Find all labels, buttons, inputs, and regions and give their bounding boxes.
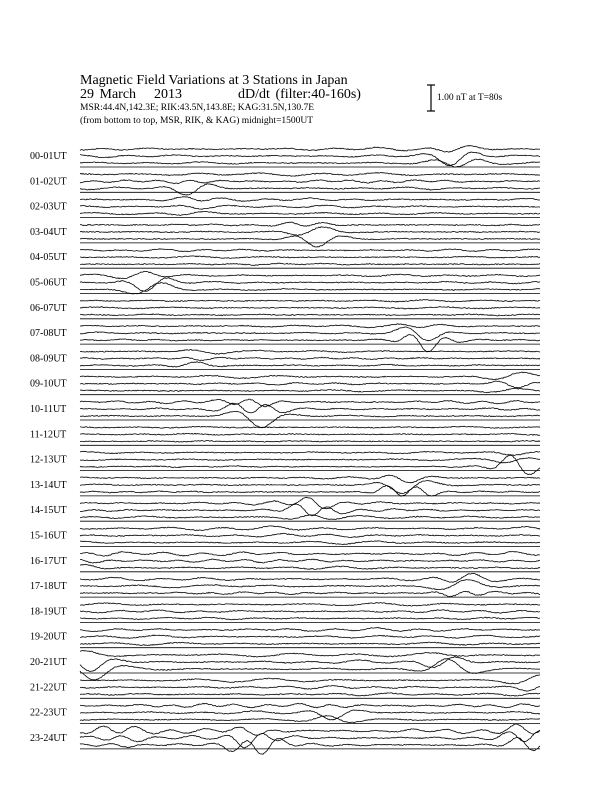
quantity-label: dD/dt: [238, 87, 270, 102]
trace-rik: [80, 256, 540, 259]
trace-msr: [80, 455, 540, 474]
trace-msr: [80, 411, 540, 428]
hour-row: [30, 497, 540, 521]
scale-bar-label: 1.00 nT at T=80s: [437, 93, 503, 103]
trace-kag: [80, 573, 540, 582]
hour-row-label: 13-14UT: [30, 479, 67, 491]
hour-row-label: 04-05UT: [30, 252, 67, 264]
hour-row-label: 23-24UT: [30, 732, 67, 744]
trace-kag: [80, 197, 540, 202]
trace-kag: [80, 603, 540, 607]
hour-row-label: 07-08UT: [30, 328, 67, 340]
trace-msr: [80, 486, 540, 497]
hour-row-label: 16-17UT: [30, 555, 67, 567]
hour-row-label: 01-02UT: [30, 176, 67, 188]
trace-rik: [80, 433, 540, 435]
hour-row-label: 17-18UT: [30, 581, 67, 593]
hour-row: [30, 249, 540, 269]
trace-msr: [80, 591, 540, 597]
trace-msr: [80, 515, 540, 520]
hour-row: [30, 300, 540, 319]
trace-msr: [80, 236, 540, 247]
hour-row: [30, 552, 540, 572]
station-coordinates: MSR:44.4N,142.3E; RIK:43.5N,143.8E; KAG:31.5N,130.7E: [80, 103, 315, 113]
hour-rows: [30, 146, 540, 755]
hour-row: [30, 197, 540, 218]
trace-msr: [80, 263, 540, 265]
hour-row: [30, 324, 540, 352]
hour-row-label: 02-03UT: [30, 201, 67, 213]
hour-row-label: 15-16UT: [30, 530, 67, 542]
trace-rik: [80, 686, 540, 692]
trace-kag: [80, 222, 540, 226]
trace-rik: [80, 710, 540, 720]
trace-msr: [80, 388, 540, 393]
trace-rik: [80, 559, 540, 563]
date-year: 2013: [154, 87, 183, 102]
date-month: March: [99, 87, 137, 102]
trace-rik: [80, 307, 540, 309]
hour-row-label: 00-01UT: [30, 151, 67, 162]
hour-row-label: 06-07UT: [30, 302, 67, 314]
hour-row-label: 03-04UT: [30, 226, 67, 238]
trace-msr: [80, 159, 540, 167]
trace-rik: [80, 635, 540, 638]
hour-row: [30, 675, 540, 699]
hour-row-label: 12-13UT: [30, 454, 67, 466]
trace-rik: [80, 504, 540, 516]
trace-msr: [80, 541, 540, 545]
trace-msr: [80, 362, 540, 368]
hour-row-label: 22-23UT: [30, 707, 67, 719]
hour-row-label: 19-20UT: [30, 631, 67, 643]
trace-msr: [80, 282, 540, 294]
trace-msr: [80, 737, 540, 754]
trace-kag: [80, 300, 540, 303]
trace-kag: [80, 651, 540, 658]
midnight-note: midnight=1500UT: [241, 116, 314, 126]
hour-row-label: 11-12UT: [30, 429, 67, 441]
hour-row-label: 14-15UT: [30, 505, 67, 517]
hour-row: [30, 399, 540, 428]
trace-rik: [80, 227, 540, 236]
hour-row: [30, 146, 540, 168]
trace-msr: [80, 642, 540, 646]
trace-kag: [80, 552, 540, 557]
trace-rik: [80, 152, 540, 166]
hour-row: [30, 475, 540, 496]
trace-msr: [80, 184, 540, 195]
hour-row: [30, 526, 540, 547]
hour-row: [30, 451, 540, 475]
hour-row-label: 18-19UT: [30, 606, 67, 618]
trace-kag: [80, 497, 540, 509]
hour-row-label: 21-22UT: [30, 682, 67, 694]
trace-rik: [80, 327, 540, 341]
hour-row: [30, 603, 540, 623]
trace-kag: [80, 526, 540, 531]
hour-row-label: 09-10UT: [30, 378, 67, 390]
trace-kag: [80, 627, 540, 631]
hour-row-label: 05-06UT: [30, 277, 67, 289]
trace-msr: [80, 441, 540, 443]
trace-rik: [80, 403, 540, 413]
hour-row: [30, 222, 540, 247]
trace-rik: [80, 180, 540, 184]
hour-row: [30, 724, 540, 755]
hour-row: [30, 372, 540, 395]
trace-kag: [80, 146, 540, 153]
trace-msr: [80, 335, 540, 352]
hour-row: [30, 426, 540, 445]
trace-rik: [80, 381, 540, 388]
hour-row-label: 10-11UT: [30, 404, 67, 415]
trace-kag: [80, 675, 540, 684]
hour-row: [30, 573, 540, 597]
trace-kag: [80, 372, 540, 380]
hour-row: [30, 173, 540, 196]
trace-msr: [80, 693, 540, 696]
hour-row-label: 08-09UT: [30, 353, 67, 365]
trace-kag: [80, 475, 540, 483]
filter-label: (filter:40-160s): [275, 87, 361, 102]
trace-kag: [80, 349, 540, 354]
hour-row: [30, 703, 540, 723]
chart-title: Magnetic Field Variations at 3 Stations in Japan: [80, 73, 348, 88]
scale-bar: [427, 85, 435, 111]
hour-row: [30, 349, 540, 369]
trace-kag: [80, 399, 540, 407]
date-day: 29: [80, 87, 94, 102]
order-note: (from bottom to top, MSR, RIK, & KAG): [80, 116, 240, 126]
trace-kag: [80, 451, 540, 455]
hour-row-label: 20-21UT: [30, 657, 67, 668]
trace-kag: [80, 724, 540, 735]
hour-row: [30, 651, 540, 680]
trace-msr: [80, 716, 540, 723]
trace-rik: [80, 533, 540, 537]
trace-rik: [80, 458, 540, 463]
trace-rik: [80, 357, 540, 361]
trace-rik: [80, 580, 540, 590]
trace-msr: [80, 314, 540, 316]
trace-kag: [80, 426, 540, 428]
trace-rik: [80, 205, 540, 209]
trace-msr: [80, 211, 540, 215]
trace-kag: [80, 324, 540, 328]
trace-kag: [80, 703, 540, 708]
trace-rik: [80, 610, 540, 613]
trace-msr: [80, 564, 540, 569]
trace-kag: [80, 249, 540, 252]
trace-kag: [80, 271, 540, 278]
hour-row: [30, 271, 540, 294]
trace-msr: [80, 617, 540, 620]
hour-row: [30, 627, 540, 647]
trace-kag: [80, 173, 540, 177]
